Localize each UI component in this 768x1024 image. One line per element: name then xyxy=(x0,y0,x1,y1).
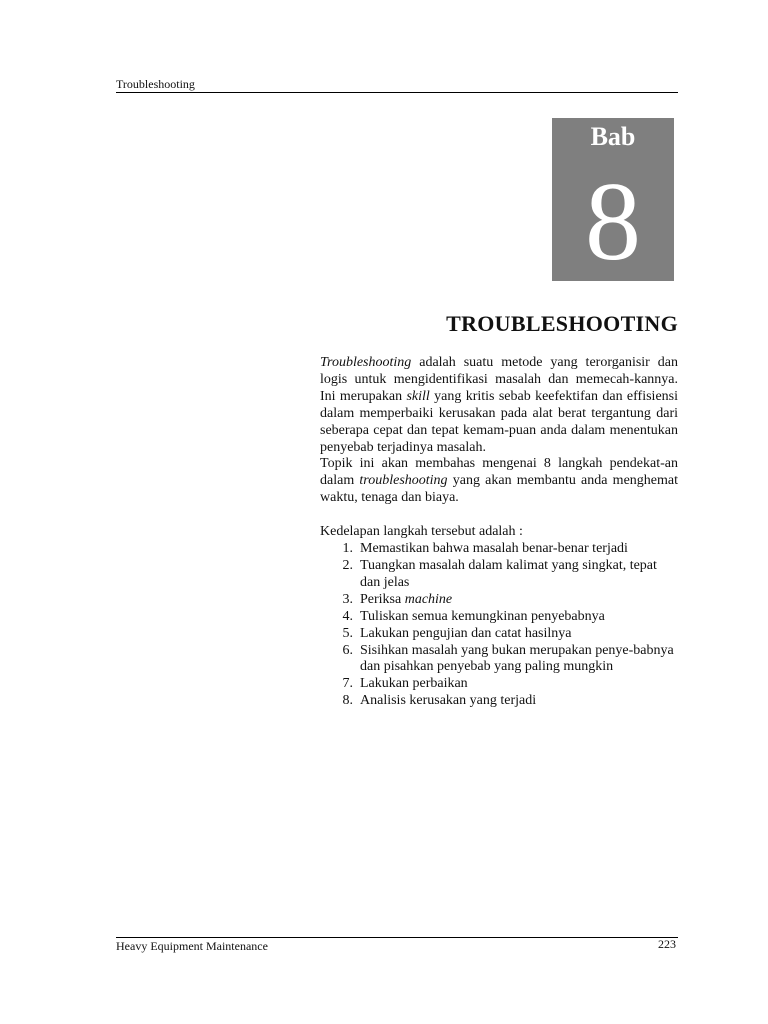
paragraph-spacer xyxy=(320,507,678,524)
topic-term: troubleshooting xyxy=(359,473,448,489)
header-rule xyxy=(116,92,678,93)
step-number: 4. xyxy=(342,608,353,624)
step-number: 2. xyxy=(342,557,353,573)
intro-term: Troubleshooting xyxy=(320,355,412,370)
step-text xyxy=(360,592,678,609)
step-text: Lakukan perbaikan xyxy=(360,676,468,692)
list-item xyxy=(320,541,678,558)
topic-paragraph xyxy=(320,456,678,507)
step-text: Tuangkan masalah dalam kalimat yang singkat, tepat dan jelas xyxy=(360,557,657,590)
list-item xyxy=(320,643,678,677)
intro-skill: skill xyxy=(406,388,430,404)
steps-intro: Kedelapan langkah tersebut adalah : xyxy=(320,524,523,540)
step-number: 8. xyxy=(342,693,353,709)
chapter-number: 8 xyxy=(585,160,641,284)
footer-rule xyxy=(116,937,678,938)
intro-paragraph xyxy=(320,355,678,456)
step-text: Lakukan pengujian dan catat hasilnya xyxy=(360,625,572,641)
page-number: 223 xyxy=(658,937,676,951)
footer-book-title: Heavy Equipment Maintenance xyxy=(116,939,268,953)
list-item xyxy=(320,558,678,592)
chapter-box xyxy=(552,118,674,284)
step-number: 7. xyxy=(342,676,353,692)
running-header: Troubleshooting xyxy=(116,77,195,91)
step-number: 3. xyxy=(342,591,353,607)
topic-text-2: yang akan membantu anda menghemat waktu, tenaga dan biaya. xyxy=(320,473,678,506)
intro-text-1: adalah suatu metode yang terorganisir dan logis untuk mengidentifikasi masalah dan memecah-kannya. Ini merupakan xyxy=(320,355,678,404)
step-text: Sisihkan masalah yang bukan merupakan penye-babnya dan pisahkan penyebab yang paling mungkin xyxy=(360,642,674,675)
list-item xyxy=(320,676,678,693)
chapter-title: TROUBLESHOOTING xyxy=(446,311,678,336)
intro-text-2: yang kritis sebab keefektifan dan effisiensi dalam memperbaiki kerusakan pada alat berat tergantung dari seberapa cepat dan tepat kemam-puan anda dalam menentukan penyebab terjadinya masalah. xyxy=(320,388,679,455)
list-item xyxy=(320,592,678,609)
step-number: 1. xyxy=(342,541,353,557)
chapter-label: Bab xyxy=(590,122,636,151)
step-text-plain: Periksa xyxy=(360,591,405,607)
step-text-italic: machine xyxy=(404,591,453,607)
body-text xyxy=(320,355,678,710)
steps-list xyxy=(320,541,678,710)
step-text: Tuliskan semua kemungkinan penyebabnya xyxy=(360,608,605,624)
step-number: 5. xyxy=(342,625,353,641)
step-number: 6. xyxy=(342,642,353,658)
step-text: Analisis kerusakan yang terjadi xyxy=(360,693,537,709)
list-item xyxy=(320,626,678,643)
topic-text-1: Topik ini akan membahas mengenai 8 langkah pendekat-an dalam xyxy=(320,456,678,489)
list-item xyxy=(320,609,678,626)
list-item xyxy=(320,693,678,710)
step-text: Memastikan bahwa masalah benar-benar terjadi xyxy=(360,541,628,557)
